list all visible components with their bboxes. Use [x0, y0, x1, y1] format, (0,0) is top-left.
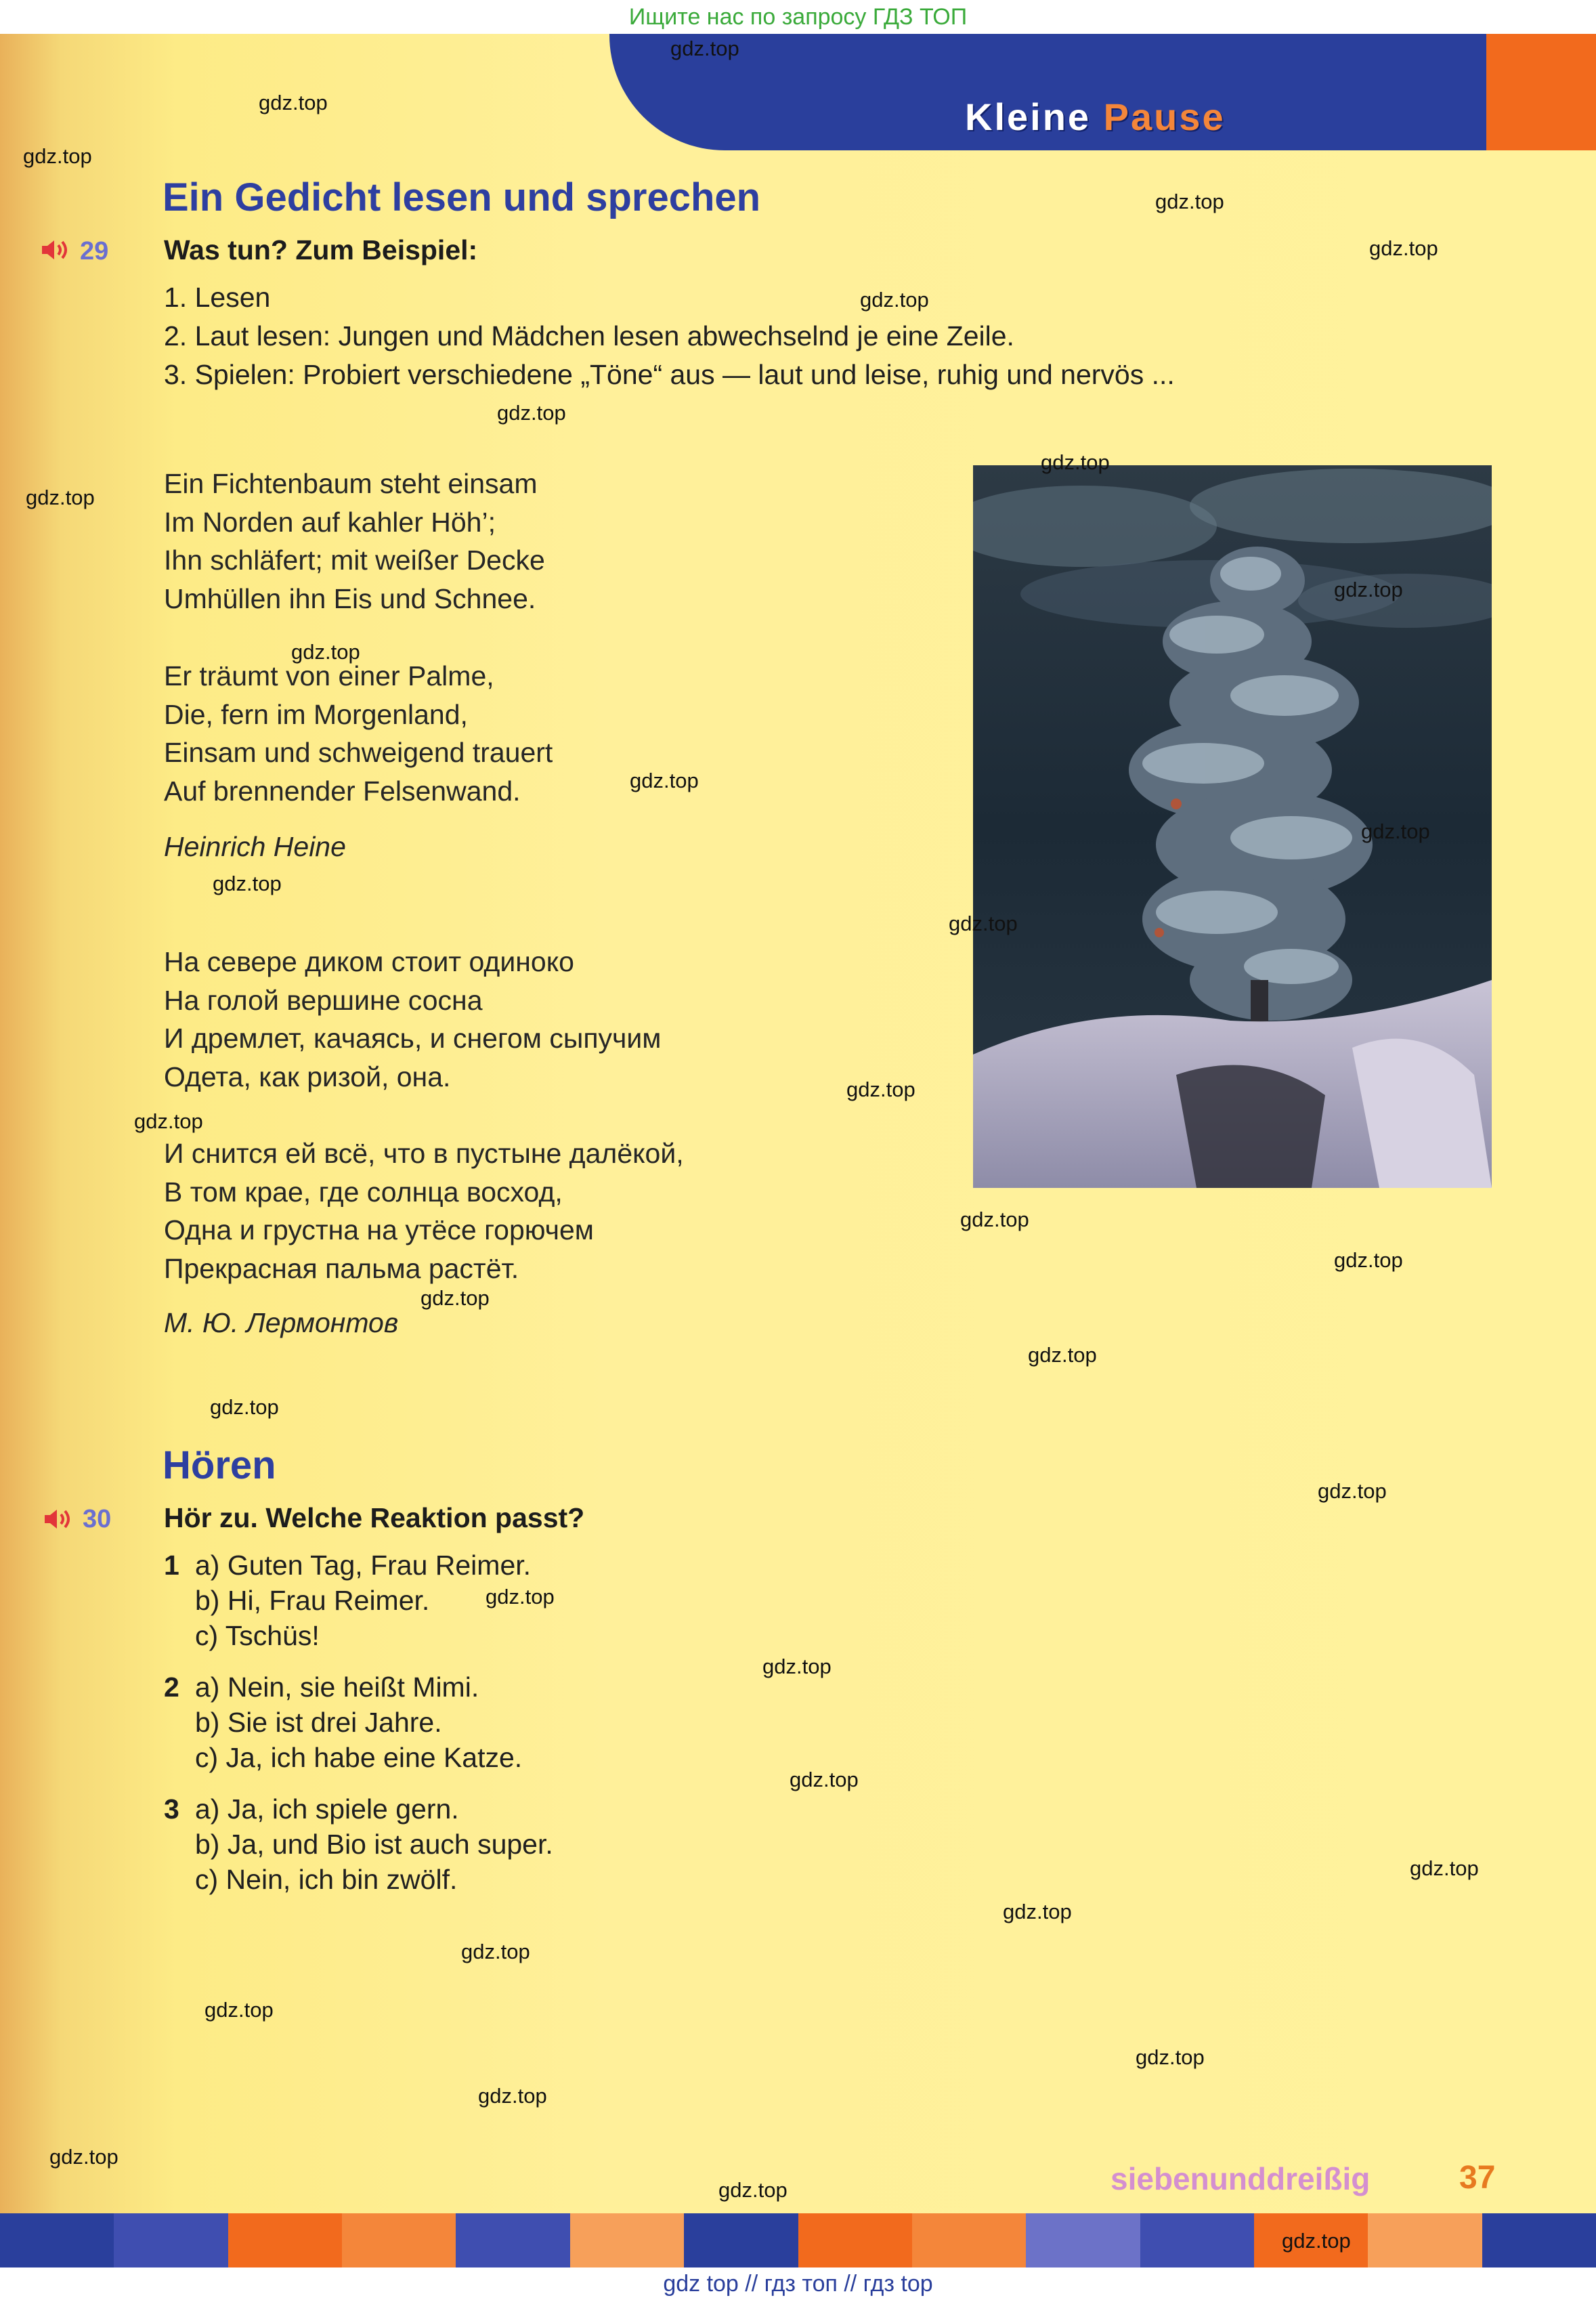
question-number: 3	[164, 1793, 179, 1825]
banner-word-kleine: Kleine	[965, 95, 1092, 138]
watermark: gdz.top	[846, 1078, 915, 1101]
watermark: gdz.top	[420, 1286, 490, 1310]
banner-title	[965, 95, 1226, 139]
watermark: gdz.top	[718, 2178, 788, 2202]
answer-option: a) Guten Tag, Frau Reimer.	[195, 1550, 532, 1581]
stripe-segment	[684, 2213, 798, 2267]
section-title-gedicht: Ein Gedicht lesen und sprechen	[163, 175, 761, 219]
watermark: gdz.top	[1028, 1343, 1097, 1367]
watermark: gdz.top	[1041, 450, 1110, 474]
task-title-29: Was tun? Zum Beispiel:	[164, 234, 478, 265]
stripe-segment	[1140, 2213, 1254, 2267]
watermark: gdz.top	[630, 769, 699, 792]
watermark: gdz.top	[949, 912, 1018, 935]
stripe-segment	[570, 2213, 684, 2267]
watermark: gdz.top	[1369, 236, 1438, 260]
watermark: gdz.top	[960, 1208, 1029, 1231]
watermark: gdz.top	[1282, 2229, 1351, 2253]
banner-word-pause: Pause	[1103, 95, 1226, 138]
poem-russian-stanza-1: На севере диком стоит одиноко На голой вершине сосна И дремлет, качаясь, и снегом сыпучим Одета, как ризой, она.	[164, 946, 662, 1092]
page-number-word: siebenunddreißig	[1110, 2161, 1371, 2196]
task-number-29: 29	[80, 237, 109, 265]
watermark: gdz.top	[26, 486, 95, 509]
answer-option: b) Ja, und Bio ist auch super.	[195, 1829, 553, 1860]
answer-option: b) Sie ist drei Jahre.	[195, 1707, 442, 1738]
poem-german-stanza-1: Ein Fichtenbaum steht einsam Im Norden auf kahler Höh’; Ihn schläfert; mit weißer Decke Umhüllen ihn Eis und Schnee.	[164, 468, 545, 614]
question-number: 1	[164, 1550, 179, 1581]
answer-option: b) Hi, Frau Reimer.	[195, 1585, 430, 1616]
watermark: gdz.top	[213, 872, 282, 895]
poem-author-german: Heinrich Heine	[164, 831, 346, 862]
watermark: gdz.top	[23, 144, 92, 168]
banner-accent-block	[1486, 34, 1596, 150]
page-number: 37	[1459, 2160, 1496, 2196]
watermark: gdz.top	[762, 1655, 832, 1678]
stripe-segment	[1482, 2213, 1596, 2267]
watermark: gdz.top	[259, 91, 328, 114]
watermark: gdz.top	[1361, 819, 1430, 843]
stripe-segment	[1368, 2213, 1482, 2267]
answer-option: a) Nein, sie heißt Mimi.	[195, 1671, 479, 1703]
watermark: gdz.top	[478, 2084, 547, 2108]
poem-russian-stanza-2: И снится ей всё, что в пустыне далёкой, В том крае, где солнца восход, Одна и грустна на утёсе горючем Прекрасная пальма растёт.	[164, 1138, 684, 1284]
watermark: gdz.top	[1003, 1900, 1072, 1923]
answer-option: c) Tschüs!	[195, 1620, 320, 1651]
audio-speaker-icon[interactable]	[43, 1508, 73, 1531]
stripe-segment	[798, 2213, 912, 2267]
watermark: gdz.top	[204, 1998, 274, 2022]
audio-speaker-icon[interactable]	[41, 238, 70, 261]
answer-option: c) Nein, ich bin zwölf.	[195, 1864, 458, 1895]
step-item: 3. Spielen: Probiert verschiedene „Töne“ aus — laut und leise, ruhig und nervös ...	[164, 359, 1175, 390]
watermark: gdz.top	[49, 2145, 118, 2169]
watermark: gdz.top	[497, 401, 566, 425]
watermark: gdz.top	[790, 1768, 859, 1791]
answer-option: a) Ja, ich spiele gern.	[195, 1793, 459, 1825]
section-title-hoeren: Hören	[163, 1443, 276, 1487]
stripe-segment	[114, 2213, 228, 2267]
task-title-30: Hör zu. Welche Reaktion passt?	[164, 1502, 585, 1533]
stripe-segment	[912, 2213, 1026, 2267]
decorative-stripe	[0, 2213, 1596, 2267]
top-note[interactable]: Ищите нас по запросу ГДЗ ТОП	[628, 4, 968, 30]
poem-german-stanza-2: Er träumt von einer Palme, Die, fern im Morgenland, Einsam und schweigend trauert Auf brennender Felsenwand.	[164, 660, 553, 807]
step-item: 1. Lesen	[164, 282, 271, 313]
answer-option: c) Ja, ich habe eine Katze.	[195, 1742, 523, 1773]
watermark: gdz.top	[210, 1395, 279, 1419]
watermark: gdz.top	[486, 1585, 555, 1609]
watermark: gdz.top	[461, 1940, 530, 1963]
watermark: gdz.top	[134, 1109, 203, 1133]
stripe-segment	[228, 2213, 342, 2267]
watermark: gdz.top	[670, 37, 739, 60]
watermark: gdz.top	[1334, 578, 1403, 601]
footer-links[interactable]: gdz top // гдз топ // гдз top	[663, 2271, 933, 2297]
watermark: gdz.top	[1136, 2045, 1205, 2069]
watermark: gdz.top	[1318, 1479, 1387, 1503]
watermark: gdz.top	[860, 288, 929, 312]
task-number-30: 30	[83, 1505, 112, 1533]
poem-author-russian: М. Ю. Лермонтов	[164, 1307, 399, 1338]
watermark: gdz.top	[1334, 1248, 1403, 1272]
question-number: 2	[164, 1671, 179, 1703]
stripe-segment	[1026, 2213, 1140, 2267]
watermark: gdz.top	[1155, 190, 1224, 213]
stripe-segment	[0, 2213, 114, 2267]
stripe-segment	[342, 2213, 456, 2267]
watermark: gdz.top	[1410, 1856, 1479, 1880]
step-item: 2. Laut lesen: Jungen und Mädchen lesen abwechselnd je eine Zeile.	[164, 320, 1014, 352]
stripe-segment	[456, 2213, 569, 2267]
watermark: gdz.top	[291, 640, 360, 664]
